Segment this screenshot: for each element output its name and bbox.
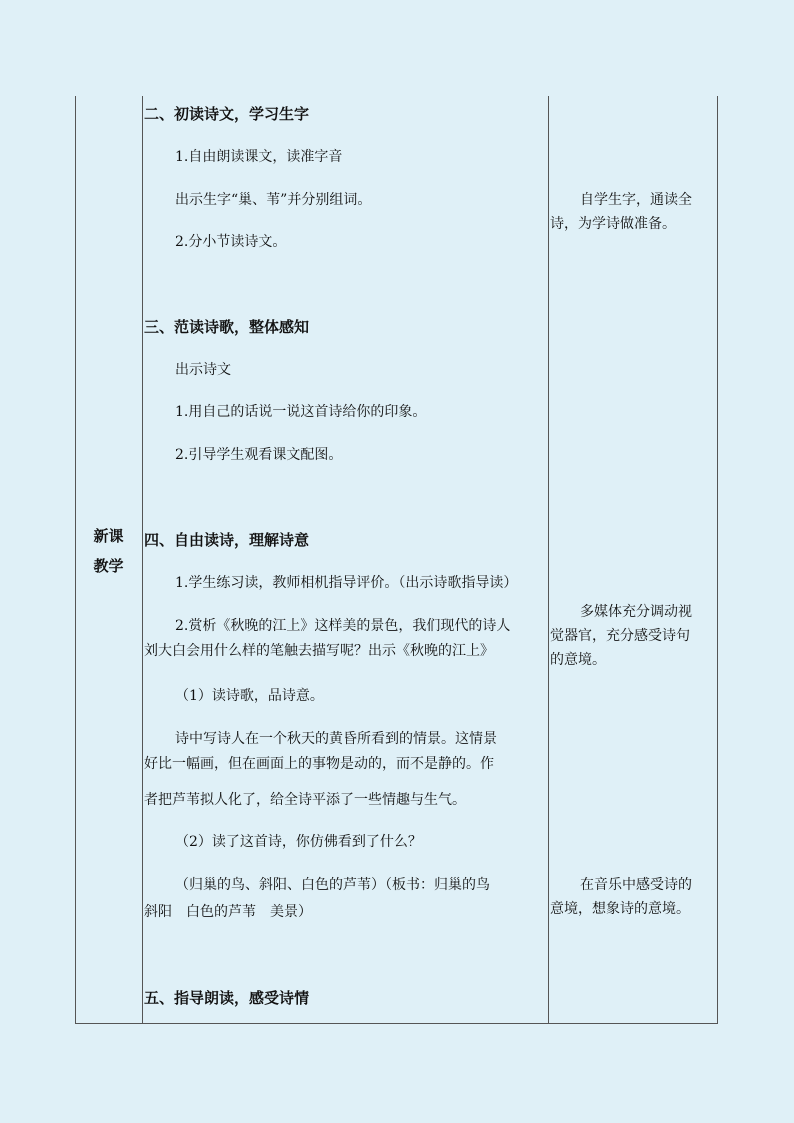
section2-item1: 1.自由朗读课文，读准字音 [175,149,343,165]
section3-heading: 三、范读诗歌，整体感知 [144,318,310,336]
section2-item2: 出示生字“巢、苇”并分别组词。 [175,192,372,208]
note2-line-c: 的意境。 [550,652,606,668]
table-divider-2 [548,96,549,1024]
section3-item2: 1.用自己的话说一说这首诗给你的印象。 [175,404,427,420]
stage-label [75,521,142,581]
section2-item3: 2.分小节读诗文。 [175,234,287,250]
table-border-bottom [75,1023,718,1024]
lesson-table [75,96,718,1024]
section5-heading: 五、指导朗读，感受诗情 [144,989,310,1007]
section4-item2b: 刘大白会用什么样的笔触去描写呢？出示《秋晚的江上》 [144,643,494,659]
section4-item5: （2）读了这首诗，你仿佛看到了什么？ [175,834,422,850]
table-border-right [717,96,718,1024]
section3-item1: 出示诗文 [175,362,231,378]
note2-line-a: 多媒体充分调动视 [580,604,692,620]
note-3 [550,873,715,921]
section4-item4a: 诗中写诗人在一个秋天的黄昏所看到的情景。这情景 [175,731,497,747]
stage-label-line2: 教学 [93,557,124,575]
stage-label-line1: 新课 [93,527,124,545]
note2-line-b: 觉器官，充分感受诗句 [550,628,690,644]
note3-line-b: 意境，想象诗的意境。 [550,901,690,917]
note-2 [550,600,715,672]
section4-item3: （1）读诗歌，品诗意。 [175,688,324,704]
section4-heading: 四、自由读诗，理解诗意 [144,531,310,549]
section4-item6b: 斜阳 白色的芦苇 美景） [144,904,312,920]
note-1 [550,188,715,236]
section4-item2a: 2.赏析《秋晚的江上》这样美的景色，我们现代的诗人 [175,618,511,634]
note1-line-b: 诗，为学诗做准备。 [550,216,676,232]
section4-item4c: 者把芦苇拟人化了，给全诗平添了一些情趣与生气。 [144,792,466,808]
note3-line-a: 在音乐中感受诗的 [580,877,692,893]
section4-item4b: 好比一幅画，但在画面上的事物是动的，而不是静的。作 [144,756,494,772]
table-divider-1 [142,96,143,1024]
section2-heading: 二、初读诗文，学习生字 [144,105,310,123]
note1-line-a: 自学生字，通读全 [580,192,692,208]
section4-item6a: （归巢的鸟、斜阳、白色的芦苇）（板书：归巢的鸟 [175,877,490,893]
section4-item1: 1.学生练习读，教师相机指导评价。（出示诗歌指导读） [175,575,518,591]
section3-item3: 2.引导学生观看课文配图。 [175,447,343,463]
